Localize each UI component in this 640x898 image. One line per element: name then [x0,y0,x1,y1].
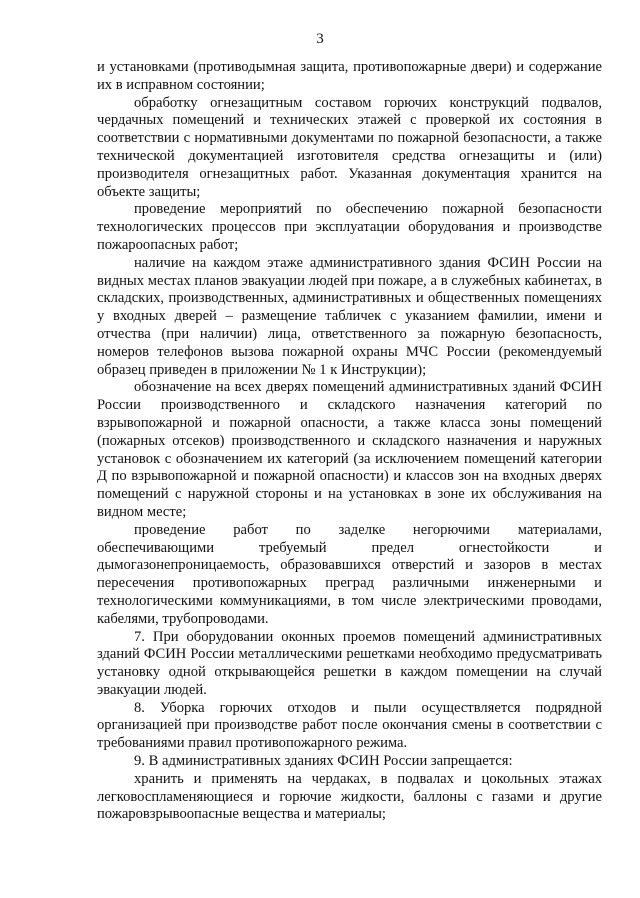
paragraph-fire-safety-measures: проведение мероприятий по обеспечению пожарной безопасности технологических процессов при эксплуатации оборудования и производстве пожароопасных работ; [97,201,602,253]
paragraph-door-category-marking: обозначение на всех дверях помещений административных зданий ФСИН России производственного и складского назначения категорий по взрывопожарной и пожарной опасности, а также класса зоны помещений (пожарных отсеков) производственного и складского назначения и наружных установок с обозначением их категорий (за исключением помещений категории Д по взрывопожарной и пожарной опасности) и классов зон на входных дверях помещений с наружной стороны и на установках в зоне их обслуживания на видном месте; [97,379,602,520]
paragraph-evacuation-plans: наличие на каждом этаже административного здания ФСИН России на видных местах планов эвакуации людей при пожаре, а в служебных кабинетах, в складских, производственных, административных и общественных помещениях у входных дверей – размещение табличек с указанием фамилии, имени и отчества (при наличии) лица, ответственного за пожарную безопасность, номеров телефонов вызова пожарной охраны МЧС России (рекомендуемый образец приведен в приложении № 1 к Инструкции); [97,254,602,378]
page-number: 3 [316,31,324,47]
paragraph-sealing-openings: проведение работ по заделке негорючими материалами, обеспечивающими требуемый предел огнестойкости и дымогазонепроницаемость, образовавшихся отверстий и зазоров в местах пересечения противопожарных преград различными инженерными и технологическими коммуникациями, в том числе электрическими проводами, кабелями, трубопроводами. [97,521,602,627]
paragraph-storage-prohibition: хранить и применять на чердаках, в подвалах и цокольных этажах легковоспламеняющиеся и горючие жидкости, баллоны с газами и другие пожаровзрывоопасные вещества и материалы; [97,770,602,823]
paragraph-item-9-prohibitions: 9. В административных зданиях ФСИН России запрещается: [134,753,513,770]
paragraph-fire-retardant-treatment: обработку огнезащитным составом горючих конструкций подвалов, чердачных помещений и технических этажей с проверкой их состояния в соответствии с нормативными документами по пожарной безопасности, а также технической документацией изготовителя средства огнезащиты и (или) производителя огнезащитных работ. Указанная документация хранится на объекте защиты; [97,94,602,200]
paragraph-item-8-waste-cleanup: 8. Уборка горючих отходов и пыли осуществляется подрядной организацией при производстве работ после окончания смены в соответствии с требованиями правил противопожарного режима. [97,699,602,752]
paragraph-item-7-window-grilles: 7. При оборудовании оконных проемов помещений административных зданий ФСИН России металлическими решетками необходимо предусматривать установку одной открывающейся решетки в каждом помещении на случай эвакуации людей. [97,628,602,698]
paragraph-continuation: и установками (противодымная защита, противопожарные двери) и содержание их в исправном состоянии; [97,59,602,93]
document-body [97,59,602,824]
